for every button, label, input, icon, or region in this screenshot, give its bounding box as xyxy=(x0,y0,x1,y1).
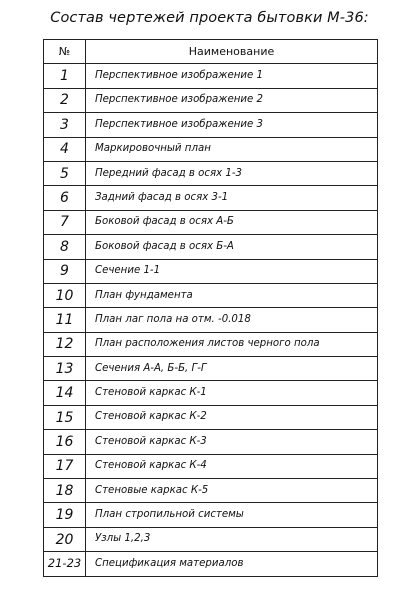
table-row xyxy=(44,381,378,405)
row-number: 17 xyxy=(44,454,86,478)
row-number: 10 xyxy=(44,283,86,307)
row-number: 4 xyxy=(44,137,86,161)
row-name: Передний фасад в осях 1-3 xyxy=(86,161,378,185)
table-row xyxy=(44,113,378,137)
table-row xyxy=(44,210,378,234)
row-name: Сечения А-А, Б-Б, Г-Г xyxy=(86,357,378,381)
table-row xyxy=(44,308,378,332)
table-row xyxy=(44,430,378,454)
table-row xyxy=(44,64,378,88)
row-name: Узлы 1,2,3 xyxy=(86,527,378,551)
row-name: План стропильной системы xyxy=(86,503,378,527)
row-number: 11 xyxy=(44,308,86,332)
table-row xyxy=(44,137,378,161)
row-number: 16 xyxy=(44,430,86,454)
row-name: План фундамента xyxy=(86,283,378,307)
table-row xyxy=(44,405,378,429)
row-number: 9 xyxy=(44,259,86,283)
row-name: Задний фасад в осях 3-1 xyxy=(86,186,378,210)
table-row xyxy=(44,283,378,307)
row-name: Перспективное изображение 1 xyxy=(86,64,378,88)
row-number: 15 xyxy=(44,405,86,429)
page-title: Состав чертежей проекта бытовки М-36: xyxy=(50,10,369,26)
row-name: Стеновой каркас К-1 xyxy=(86,381,378,405)
row-name: Стеновые каркас К-5 xyxy=(86,479,378,503)
header-name: Наименование xyxy=(86,40,378,64)
row-number: 7 xyxy=(44,210,86,234)
row-name: Боковой фасад в осях Б-А xyxy=(86,235,378,259)
row-name: План расположения листов черного пола xyxy=(86,332,378,356)
row-number: 14 xyxy=(44,381,86,405)
row-name: Стеновой каркас К-3 xyxy=(86,430,378,454)
table-row xyxy=(44,527,378,551)
row-number: 3 xyxy=(44,113,86,137)
row-number: 21-23 xyxy=(44,552,86,576)
header-number: № xyxy=(44,40,86,64)
row-name: Перспективное изображение 2 xyxy=(86,88,378,112)
table-header-row xyxy=(44,40,378,64)
table-row xyxy=(44,503,378,527)
row-name: Сечение 1-1 xyxy=(86,259,378,283)
row-number: 12 xyxy=(44,332,86,356)
table-row xyxy=(44,259,378,283)
table-row xyxy=(44,186,378,210)
row-name: Стеновой каркас К-2 xyxy=(86,405,378,429)
table-row xyxy=(44,161,378,185)
row-number: 5 xyxy=(44,161,86,185)
table-row xyxy=(44,552,378,576)
table-row xyxy=(44,454,378,478)
table-row xyxy=(44,479,378,503)
row-number: 19 xyxy=(44,503,86,527)
table-row xyxy=(44,357,378,381)
row-number: 6 xyxy=(44,186,86,210)
row-number: 18 xyxy=(44,479,86,503)
table-row xyxy=(44,88,378,112)
row-number: 8 xyxy=(44,235,86,259)
row-number: 20 xyxy=(44,527,86,551)
row-name: Боковой фасад в осях А-Б xyxy=(86,210,378,234)
row-number: 2 xyxy=(44,88,86,112)
row-name: Маркировочный план xyxy=(86,137,378,161)
row-number: 13 xyxy=(44,357,86,381)
drawings-table xyxy=(43,39,378,577)
table-row xyxy=(44,332,378,356)
row-name: Стеновой каркас К-4 xyxy=(86,454,378,478)
table-body xyxy=(44,64,378,576)
table-row xyxy=(44,235,378,259)
row-name: План лаг пола на отм. -0.018 xyxy=(86,308,378,332)
row-name: Спецификация материалов xyxy=(86,552,378,576)
row-name: Перспективное изображение 3 xyxy=(86,113,378,137)
row-number: 1 xyxy=(44,64,86,88)
